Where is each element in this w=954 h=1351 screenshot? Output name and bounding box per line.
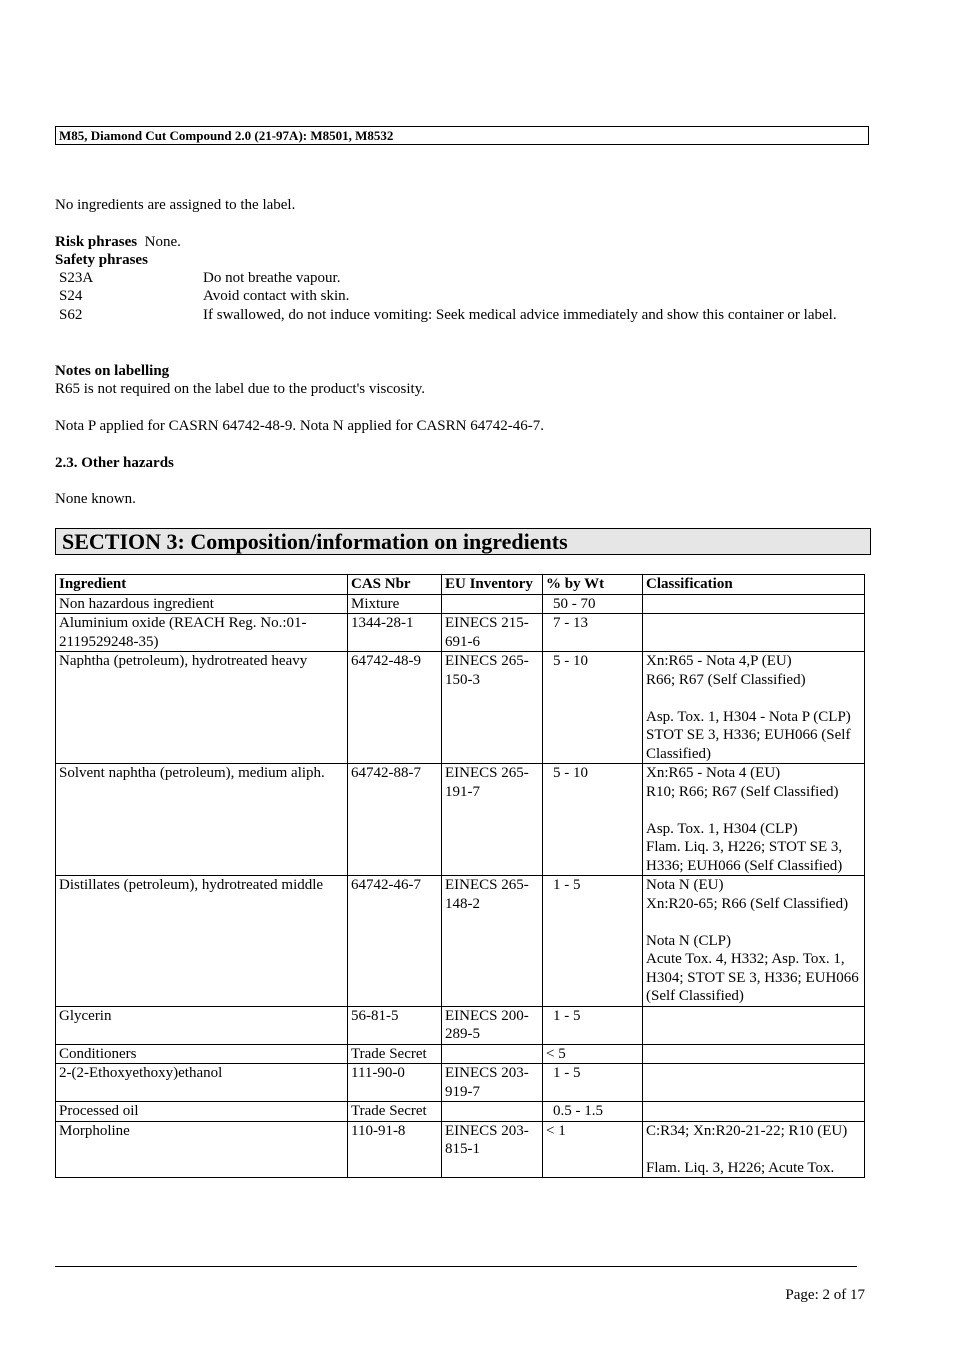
table-row	[56, 876, 865, 1007]
ingredients-table	[55, 574, 865, 1178]
classification-cell	[643, 652, 865, 764]
classification-line	[646, 689, 861, 708]
classification-cell	[643, 594, 865, 614]
other-hazards-text: None known.	[55, 491, 136, 507]
ingredient-cell: Naphtha (petroleum), hydrotreated heavy	[56, 652, 348, 764]
classification-line	[646, 913, 861, 932]
eu-inventory-cell	[442, 1102, 543, 1122]
ingredient-cell: Morpholine	[56, 1121, 348, 1178]
table-row	[56, 614, 865, 652]
safety-phrases-list	[0, 269, 954, 349]
percent-by-weight-cell: 1 - 5	[543, 876, 643, 1007]
classification-line: Asp. Tox. 1, H304 - Nota P (CLP)	[646, 708, 851, 725]
classification-cell	[643, 1102, 865, 1122]
column-header-eu-inventory: EU Inventory	[442, 575, 543, 595]
percent-by-weight-cell: 50 - 70	[543, 594, 643, 614]
table-row	[56, 652, 865, 764]
section-3-title-bar	[55, 528, 871, 555]
classification-line: Flam. Liq. 3, H226; Acute Tox.	[646, 1159, 835, 1176]
classification-line: R10; R66; R67 (Self Classified)	[646, 783, 839, 800]
percent-by-weight-cell: 0.5 - 1.5	[543, 1102, 643, 1122]
notes-line-r65: R65 is not required on the label due to the product's viscosity.	[55, 381, 425, 397]
cas-number-cell: Mixture	[348, 594, 442, 614]
product-title: M85, Diamond Cut Compound 2.0 (21-97A): M8501, M8532	[59, 128, 394, 143]
section-3-title: SECTION 3: Composition/information on ingredients	[62, 529, 568, 554]
safety-phrase-text: If swallowed, do not induce vomiting: Seek medical advice immediately and show this container or label.	[203, 307, 837, 323]
percent-by-weight-cell: 1 - 5	[543, 1006, 643, 1044]
cas-number-cell: 64742-88-7	[348, 764, 442, 876]
eu-inventory-cell: EINECS 203-815-1	[442, 1121, 543, 1178]
classification-line: Nota N (CLP)	[646, 932, 731, 949]
safety-phrase-text: Avoid contact with skin.	[203, 288, 350, 304]
classification-line: R66; R67 (Self Classified)	[646, 671, 806, 688]
safety-phrase-code: S62	[59, 307, 83, 323]
risk-phrases-value: None.	[144, 234, 181, 250]
risk-phrases-heading: Risk phrases	[55, 234, 138, 250]
percent-by-weight-cell: < 1	[543, 1121, 643, 1178]
classification-cell	[643, 1064, 865, 1102]
safety-phrase-code: S24	[59, 288, 83, 304]
ingredients-table-body	[56, 594, 865, 1178]
eu-inventory-cell: EINECS 200-289-5	[442, 1006, 543, 1044]
classification-cell	[643, 1044, 865, 1064]
classification-line: Xn:R65 - Nota 4 (EU)	[646, 765, 781, 781]
cas-number-cell: 64742-48-9	[348, 652, 442, 764]
percent-by-weight-cell: 7 - 13	[543, 614, 643, 652]
classification-cell	[643, 614, 865, 652]
column-header-cas: CAS Nbr	[348, 575, 442, 595]
classification-line: Flam. Liq. 3, H226; STOT SE 3, H336; EUH066 (Self Classified)	[646, 839, 846, 874]
eu-inventory-cell: EINECS 265-150-3	[442, 652, 543, 764]
table-row	[56, 1006, 865, 1044]
eu-inventory-cell: EINECS 203-919-7	[442, 1064, 543, 1102]
notes-labelling-heading: Notes on labelling	[55, 363, 170, 379]
eu-inventory-cell	[442, 1044, 543, 1064]
ingredient-cell: Distillates (petroleum), hydrotreated middle	[56, 876, 348, 1007]
classification-line: Acute Tox. 4, H332; Asp. Tox. 1, H304; STOT SE 3, H336; EUH066 (Self Classified)	[646, 951, 863, 1004]
percent-by-weight-cell: 1 - 5	[543, 1064, 643, 1102]
table-row	[56, 1064, 865, 1102]
ingredient-cell: Solvent naphtha (petroleum), medium aliph.	[56, 764, 348, 876]
percent-by-weight-cell: 5 - 10	[543, 764, 643, 876]
risk-phrases-row	[55, 233, 181, 252]
page-number: Page: 2 of 17	[785, 1287, 865, 1303]
cas-number-cell: Trade Secret	[348, 1044, 442, 1064]
classification-cell	[643, 764, 865, 876]
safety-phrase-text: Do not breathe vapour.	[203, 270, 341, 286]
table-row	[56, 594, 865, 614]
other-hazards-heading: 2.3. Other hazards	[55, 455, 174, 471]
classification-cell	[643, 1006, 865, 1044]
percent-by-weight-cell: 5 - 10	[543, 652, 643, 764]
notes-line-nota: Nota P applied for CASRN 64742-48-9. Nota N applied for CASRN 64742-46-7.	[55, 418, 544, 434]
document-header	[55, 126, 869, 145]
table-header-row	[56, 575, 865, 595]
cas-number-cell: 1344-28-1	[348, 614, 442, 652]
cas-number-cell: 56-81-5	[348, 1006, 442, 1044]
ingredient-cell: Glycerin	[56, 1006, 348, 1044]
footer-divider	[55, 1266, 857, 1267]
classification-line: Xn:R20-65; R66 (Self Classified)	[646, 895, 849, 912]
classification-line	[646, 1140, 861, 1159]
ingredient-cell: Conditioners	[56, 1044, 348, 1064]
classification-line: C:R34; Xn:R20-21-22; R10 (EU)	[646, 1122, 848, 1139]
column-header-percent: % by Wt	[543, 575, 643, 595]
no-ingredients-text: No ingredients are assigned to the label.	[55, 197, 296, 213]
classification-line: Asp. Tox. 1, H304 (CLP)	[646, 820, 798, 837]
ingredient-cell: 2-(2-Ethoxyethoxy)ethanol	[56, 1064, 348, 1102]
eu-inventory-cell: EINECS 215-691-6	[442, 614, 543, 652]
safety-phrase-code: S23A	[59, 270, 94, 286]
safety-phrases-heading: Safety phrases	[55, 252, 148, 268]
ingredient-cell: Non hazardous ingredient	[56, 594, 348, 614]
eu-inventory-cell: EINECS 265-148-2	[442, 876, 543, 1007]
eu-inventory-cell: EINECS 265-191-7	[442, 764, 543, 876]
table-row	[56, 1044, 865, 1064]
classification-cell	[643, 876, 865, 1007]
cas-number-cell: 111-90-0	[348, 1064, 442, 1102]
table-row	[56, 1121, 865, 1178]
classification-line: Nota N (EU)	[646, 877, 724, 893]
classification-line	[646, 801, 861, 820]
classification-line: STOT SE 3, H336; EUH066 (Self Classified)	[646, 727, 855, 762]
column-header-classification: Classification	[643, 575, 865, 595]
ingredient-cell: Processed oil	[56, 1102, 348, 1122]
classification-line: Xn:R65 - Nota 4,P (EU)	[646, 653, 792, 669]
table-row	[56, 1102, 865, 1122]
eu-inventory-cell	[442, 594, 543, 614]
cas-number-cell: 110-91-8	[348, 1121, 442, 1178]
ingredient-cell: Aluminium oxide (REACH Reg. No.:01-2119529248-35)	[56, 614, 348, 652]
column-header-ingredient: Ingredient	[56, 575, 348, 595]
cas-number-cell: 64742-46-7	[348, 876, 442, 1007]
classification-cell	[643, 1121, 865, 1178]
table-row	[56, 764, 865, 876]
percent-by-weight-cell: < 5	[543, 1044, 643, 1064]
cas-number-cell: Trade Secret	[348, 1102, 442, 1122]
